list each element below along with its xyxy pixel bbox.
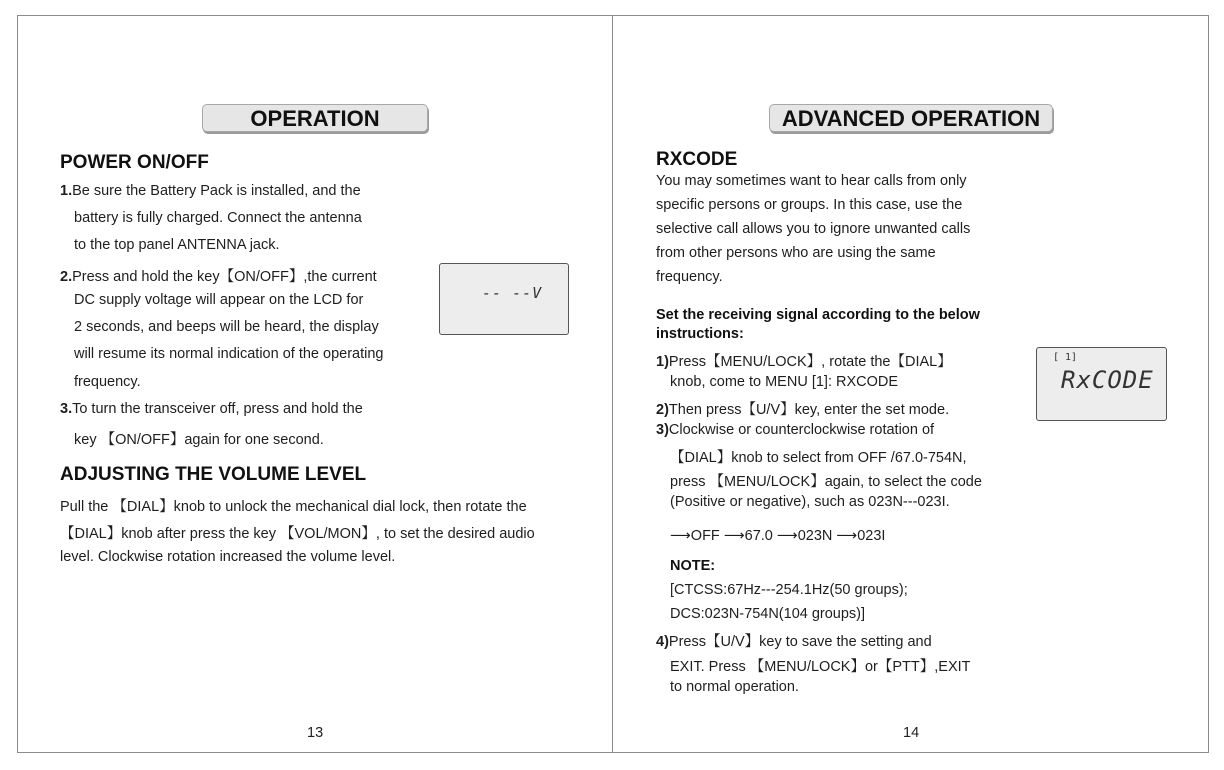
r-step3-line1: 3)Clockwise or counterclockwise rotation of — [656, 422, 935, 438]
step1-line1: 1.Be sure the Battery Pack is installed, and the — [60, 183, 361, 199]
arrow-right-icon: ⟶ — [670, 528, 691, 544]
volume-line1: Pull the 【DIAL】knob to unlock the mechanical dial lock, then rotate the — [60, 499, 527, 515]
note-label: NOTE: — [670, 558, 716, 574]
sequence-item: OFF — [690, 528, 720, 544]
intro-line3: selective call allows you to ignore unwanted calls — [656, 221, 971, 237]
step1-line2: battery is fully charged. Connect the antenna — [74, 210, 362, 226]
arrow-right-icon: ⟶ — [836, 528, 858, 544]
step2-line2: DC supply voltage will appear on the LCD for — [74, 292, 364, 308]
lcd-rxcode-display — [1036, 347, 1167, 421]
page-divider — [612, 15, 613, 753]
sequence-item: 023I — [857, 528, 886, 544]
intro-line4: from other persons who are using the same — [656, 245, 936, 261]
step2-line1: 2.Press and hold the key【ON/OFF】,the current — [60, 269, 377, 285]
r-step3-line3: press 【MENU/LOCK】again, to select the code — [670, 474, 982, 490]
r-step3-line4: (Positive or negative), such as 023N---023I. — [670, 494, 950, 510]
volume-heading: ADJUSTING THE VOLUME LEVEL — [60, 464, 367, 485]
code-sequence — [670, 528, 885, 544]
r-step1-line1: 1)Press【MENU/LOCK】, rotate the【DIAL】 — [656, 354, 952, 370]
arrow-right-icon: ⟶ — [776, 528, 798, 544]
sequence-item: 67.0 — [744, 528, 773, 544]
volume-line3: level. Clockwise rotation increased the volume level. — [60, 549, 396, 565]
intro-line5: frequency. — [656, 269, 723, 285]
set-heading-line2: instructions: — [656, 326, 744, 342]
arrow-right-icon: ⟶ — [723, 528, 745, 544]
r-step2-line1: 2)Then press【U/V】key, enter the set mode. — [656, 402, 950, 418]
advanced-operation-banner: ADVANCED OPERATION — [769, 104, 1053, 132]
r-step4-line2: EXIT. Press 【MENU/LOCK】or【PTT】,EXIT — [670, 659, 971, 675]
step2-line4: will resume its normal indication of the operating — [74, 346, 384, 362]
note-line2: DCS:023N-754N(104 groups)] — [670, 606, 866, 622]
step3-line2: key 【ON/OFF】again for one second. — [74, 432, 324, 448]
page-number-14: 14 — [903, 725, 920, 741]
power-onoff-heading: POWER ON/OFF — [60, 152, 209, 173]
intro-line2: specific persons or groups. In this case, use the — [656, 197, 963, 213]
note-line1: [CTCSS:67Hz---254.1Hz(50 groups); — [670, 582, 908, 598]
operation-banner: OPERATION — [202, 104, 428, 132]
volume-line2: 【DIAL】knob after press the key 【VOL/MON】, to set the desired audio — [60, 526, 535, 542]
set-heading-line1: Set the receiving signal according to the below — [656, 307, 980, 323]
lcd-menu-number: [ 1] — [1053, 352, 1078, 363]
r-step1-line2: knob, come to MENU [1]: RXCODE — [670, 374, 899, 390]
lcd-voltage-text: -- --V — [482, 284, 543, 302]
r-step4-line3: to normal operation. — [670, 679, 799, 695]
page-number-13: 13 — [307, 725, 324, 741]
sequence-item: 023N — [797, 528, 833, 544]
rxcode-heading: RXCODE — [656, 149, 738, 170]
r-step3-line2: 【DIAL】knob to select from OFF /67.0-754N, — [670, 450, 967, 466]
r-step4-line1: 4)Press【U/V】key to save the setting and — [656, 634, 932, 650]
lcd-rxcode-text: RxCODE — [1061, 366, 1154, 394]
step2-line3: 2 seconds, and beeps will be heard, the display — [74, 319, 379, 335]
step1-line3: to the top panel ANTENNA jack. — [74, 237, 280, 253]
lcd-voltage-display — [439, 263, 569, 335]
intro-line1: You may sometimes want to hear calls from only — [656, 173, 967, 189]
step3-line1: 3.To turn the transceiver off, press and hold the — [60, 401, 363, 417]
step2-line5: frequency. — [74, 374, 141, 390]
